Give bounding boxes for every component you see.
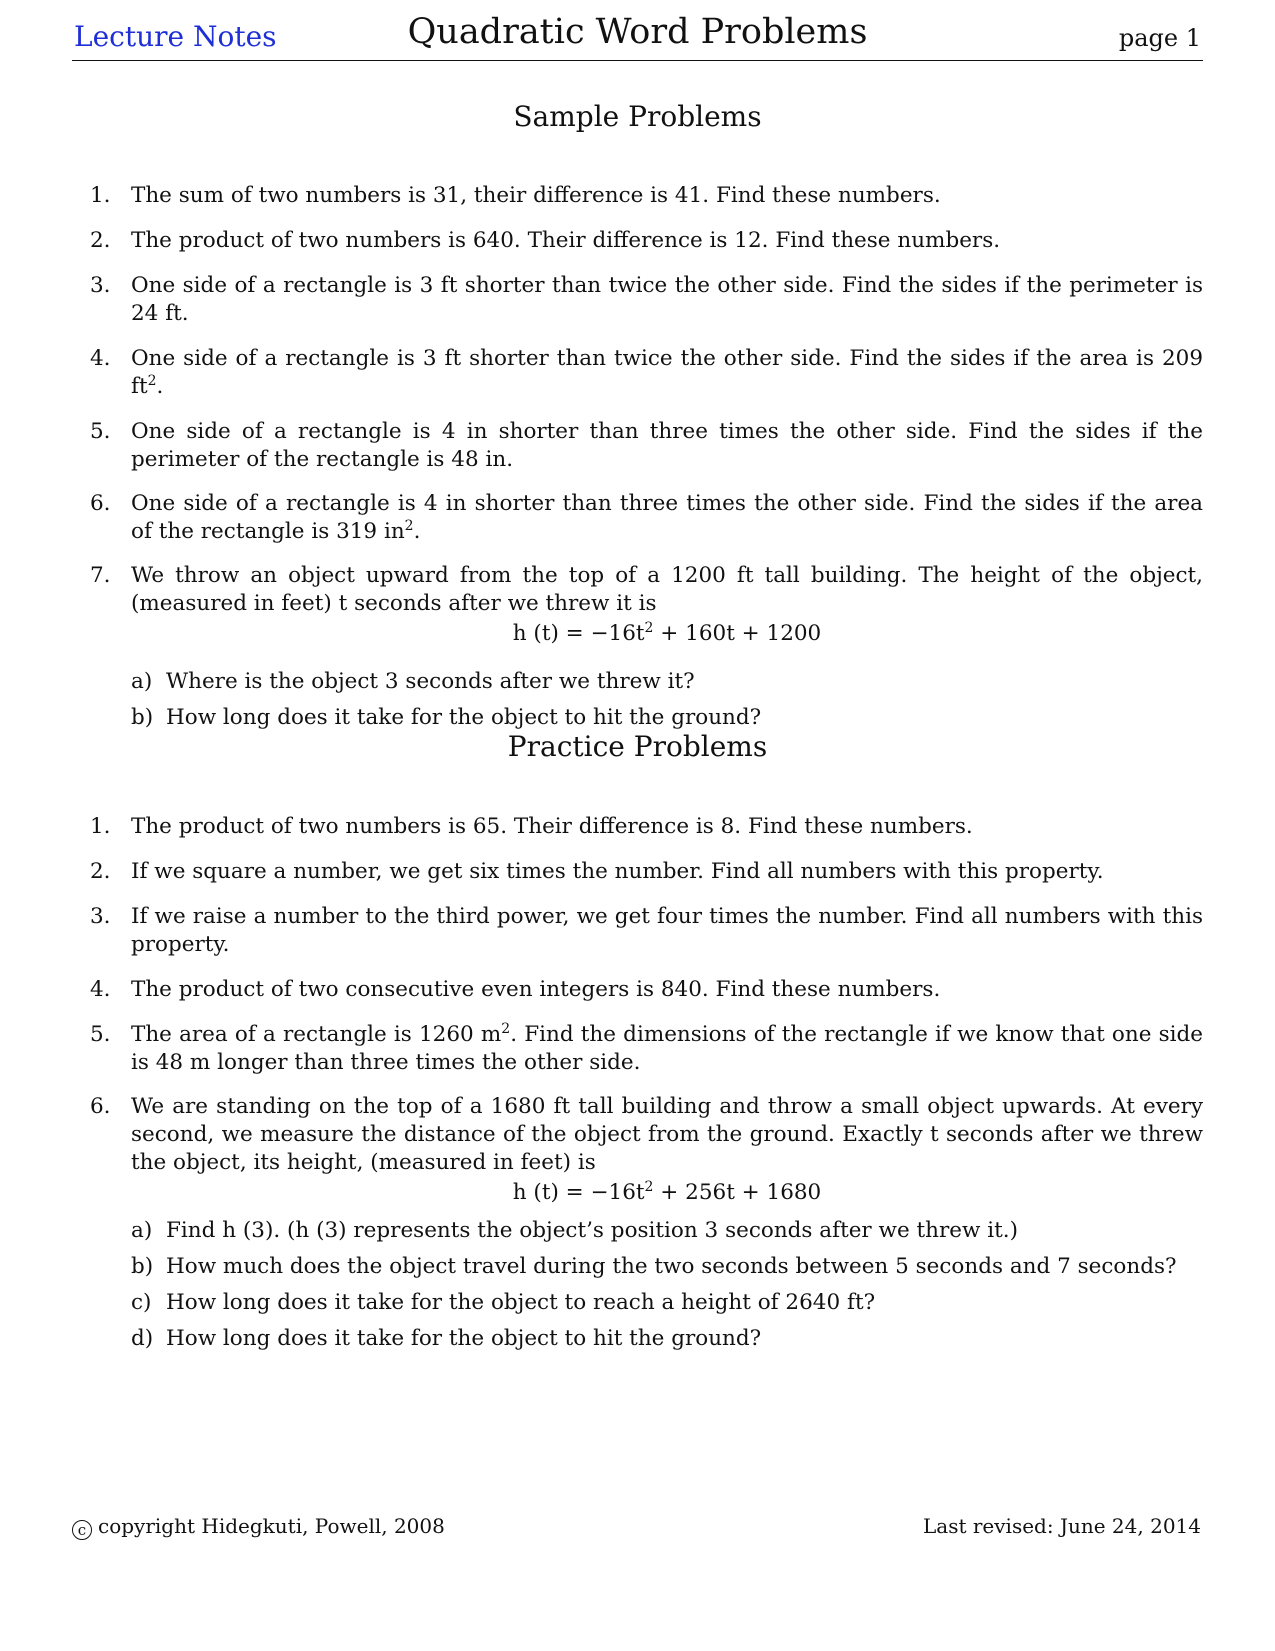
- list-item: [90, 227, 1203, 255]
- item-text: The product of two numbers is 640. Their difference is 12. Find these numbers.: [131, 228, 1001, 253]
- sub-item-label: a): [131, 1218, 153, 1243]
- item-text: We are standing on the top of a 1680 ft tall building and throw a small object upwards. At every second, we measure the distance of the object from the ground. Exactly t seconds after we threw the object, its height, (measured in feet) is: [131, 1094, 1203, 1175]
- sub-item: [131, 1325, 1203, 1353]
- sub-item: [131, 1217, 1203, 1245]
- list-item: [90, 562, 1203, 732]
- item-number: 5.: [90, 419, 111, 444]
- sub-item: [131, 668, 1203, 696]
- item-number: 2.: [90, 859, 111, 884]
- item-text: One side of a rectangle is 3 ft shorter than twice the other side. Find the sides if the perimeter is 24 ft.: [131, 273, 1203, 326]
- item-number: 4.: [90, 346, 111, 371]
- item-text: One side of a rectangle is 4 in shorter than three times the other side. Find the sides if the perimeter of the rectangle is 48 in.: [131, 419, 1203, 472]
- sub-item-text: Find h (3). (h (3) represents the object’s position 3 seconds after we threw it.): [166, 1218, 1018, 1243]
- list-item: [90, 345, 1203, 401]
- item-text: If we square a number, we get six times the number. Find all numbers with this property.: [131, 859, 1104, 884]
- list-item: [90, 903, 1203, 959]
- sub-item-text: How long does it take for the object to reach a height of 2640 ft?: [166, 1290, 876, 1315]
- page-number: page 1: [1118, 24, 1201, 52]
- sub-item-label: a): [131, 669, 153, 694]
- item-number: 1.: [90, 814, 111, 839]
- practice-problems-list: [90, 813, 1203, 1353]
- list-item: [90, 813, 1203, 841]
- list-item: [90, 182, 1203, 210]
- list-item: [90, 1093, 1203, 1353]
- list-item: [90, 272, 1203, 328]
- sub-list: [131, 1217, 1203, 1353]
- item-text: We throw an object upward from the top of a 1200 ft tall building. The height of the object, (measured in feet) t seconds after we threw it is: [131, 563, 1203, 616]
- item-text: One side of a rectangle is 4 in shorter than three times the other side. Find the sides if the area of the rectangle is 319 $in^2$.: [131, 491, 1203, 544]
- item-number: 7.: [90, 563, 111, 588]
- item-number: 3.: [90, 904, 111, 929]
- sub-item-label: d): [131, 1326, 154, 1351]
- sub-item-label: c): [131, 1290, 152, 1315]
- list-item: [90, 976, 1203, 1004]
- item-text: The area of a rectangle is 1260 $m^2$. Find the dimensions of the rectangle if we know that one side is 48 m longer than three times the other side.: [131, 1020, 1203, 1075]
- header-left-label[interactable]: Lecture Notes: [74, 20, 277, 53]
- list-item: [90, 490, 1203, 546]
- sub-item-label: b): [131, 1254, 154, 1279]
- list-item: [90, 858, 1203, 886]
- list-item: [90, 1021, 1203, 1077]
- sub-item-text: Where is the object 3 seconds after we threw it?: [166, 669, 695, 694]
- item-number: 1.: [90, 183, 111, 208]
- sample-problems-heading: Sample Problems: [513, 100, 762, 133]
- item-text: If we raise a number to the third power, we get four times the number. Find all numbers with this property.: [131, 904, 1203, 957]
- practice-problems-heading: Practice Problems: [507, 730, 768, 763]
- item-number: 6.: [90, 491, 111, 516]
- last-revised: Last revised: June 24, 2014: [923, 1514, 1201, 1538]
- sub-item-text: How much does the object travel during the two seconds between 5 seconds and 7 seconds?: [166, 1254, 1177, 1279]
- item-number: 5.: [90, 1022, 111, 1047]
- list-item: [90, 418, 1203, 474]
- sub-item-text: How long does it take for the object to hit the ground?: [166, 705, 762, 730]
- copyright-text: copyright Hidegkuti, Powell, 2008: [98, 1514, 445, 1538]
- sub-list: [131, 668, 1203, 732]
- height-formula: h $(t) = -16t^2 + 160t + 1200$: [512, 619, 822, 646]
- copyright-icon: c: [72, 1520, 92, 1540]
- item-text: The product of two consecutive even integers is 840. Find these numbers.: [131, 977, 941, 1002]
- page-title: Quadratic Word Problems: [407, 12, 868, 52]
- sub-item: [131, 1289, 1203, 1317]
- sub-item: [131, 1253, 1203, 1281]
- item-text: The sum of two numbers is 31, their difference is 41. Find these numbers.: [131, 183, 941, 208]
- item-number: 6.: [90, 1094, 111, 1119]
- item-number: 3.: [90, 273, 111, 298]
- copyright-notice: [72, 1514, 445, 1540]
- item-number: 4.: [90, 977, 111, 1002]
- item-text: One side of a rectangle is 3 ft shorter than twice the other side. Find the sides if the area is 209 $ft^2$.: [131, 346, 1203, 399]
- sample-problems-list: [90, 182, 1203, 732]
- height-formula: h $(t) = -16t^2 + 256t + 1680$: [512, 1178, 822, 1205]
- sub-item: [131, 704, 1203, 732]
- sub-item-label: b): [131, 705, 154, 730]
- item-number: 2.: [90, 228, 111, 253]
- sub-item-text: How long does it take for the object to hit the ground?: [166, 1326, 762, 1351]
- item-text: The product of two numbers is 65. Their difference is 8. Find these numbers.: [131, 814, 973, 839]
- page-header: [72, 12, 1203, 61]
